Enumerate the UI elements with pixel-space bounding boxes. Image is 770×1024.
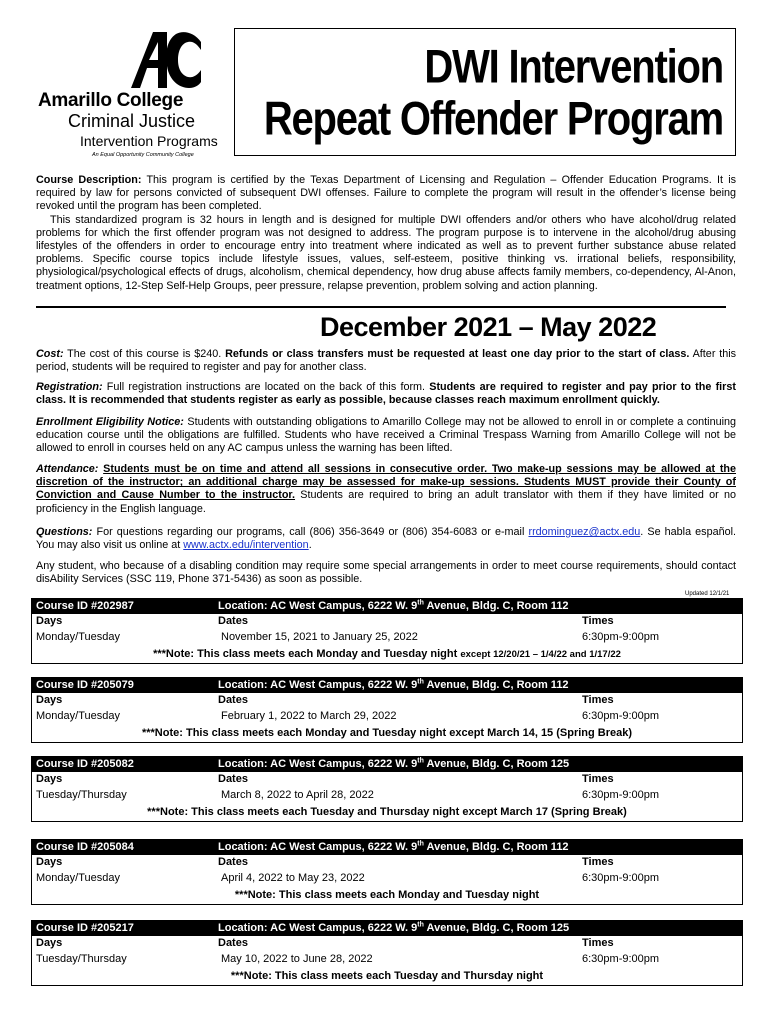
course-location-rest: Avenue, Bldg. C, Room 125 (423, 758, 570, 770)
course-note (32, 968, 742, 985)
course-dates: March 8, 2022 to April 28, 2022 (221, 789, 374, 801)
course-days: Monday/Tuesday (36, 872, 120, 884)
course-column-headers (32, 936, 742, 952)
course-table (31, 920, 743, 986)
attendance-paragraph (36, 463, 736, 516)
times-header: Times (582, 615, 614, 627)
registration-paragraph (36, 381, 736, 407)
course-days: Tuesday/Thursday (36, 953, 127, 965)
questions-paragraph (36, 526, 736, 552)
course-location-sup: th (417, 599, 424, 607)
course-location (218, 841, 569, 853)
course-id: Course ID #205217 (36, 922, 134, 934)
logo-college-name: Amarillo College (38, 90, 184, 111)
course-note-text: ***Note: This class meets each Monday and Tuesday night (153, 648, 461, 660)
course-location (218, 600, 569, 612)
questions-label: Questions: (36, 526, 93, 538)
days-header: Days (36, 615, 63, 627)
course-header-bar (32, 840, 742, 855)
cost-label: Cost: (36, 348, 64, 360)
registration-label: Registration: (36, 381, 103, 393)
course-schedule-row (32, 871, 742, 887)
times-header: Times (582, 773, 614, 785)
course-days: Tuesday/Thursday (36, 789, 127, 801)
course-note-text: ***Note: This class meets each Tuesday and Thursday night except March 17 (Spring Break) (147, 806, 627, 818)
course-header-bar (32, 757, 742, 772)
course-location-text: Location: AC West Campus, 6222 W. 9 (218, 922, 418, 934)
disability-paragraph: Any student, who because of a disabling condition may require some special arrangements in order to meet course requirements, should contact disAbility Services (SSC 119, Phone 371-5436) as soon as possible. (36, 560, 736, 586)
amarillo-college-logo (36, 26, 218, 164)
registration-notice: Students are required to register and pay prior to the first class. It is recommended that students register as early as possible, because classes reach maximum enrollment quickly. (36, 381, 736, 407)
course-dates: April 4, 2022 to May 23, 2022 (221, 872, 365, 884)
course-id: Course ID #205082 (36, 758, 134, 770)
course-times: 6:30pm-9:00pm (582, 631, 660, 643)
course-location-rest: Avenue, Bldg. C, Room 112 (423, 841, 569, 853)
course-note (32, 725, 742, 742)
course-location-text: Location: AC West Campus, 6222 W. 9 (218, 841, 418, 853)
course-schedule-row (32, 630, 742, 646)
days-header: Days (36, 937, 63, 949)
course-times: 6:30pm-9:00pm (582, 872, 660, 884)
dates-header: Dates (218, 615, 248, 627)
logo-program: Intervention Programs (80, 133, 218, 149)
course-header-bar (32, 599, 742, 614)
course-location-sup: th (417, 678, 424, 686)
course-schedule-row (32, 952, 742, 968)
course-dates: November 15, 2021 to January 25, 2022 (221, 631, 418, 643)
questions-text-2: . Se habla español. You may also visit us online at (36, 526, 737, 552)
course-column-headers (32, 614, 742, 630)
course-column-headers (32, 855, 742, 871)
attendance-label: Attendance: (36, 463, 99, 475)
course-note-text: ***Note: This class meets each Monday and Tuesday night except March 14, 15 (Spring Break) (141, 727, 633, 739)
cost-paragraph (36, 348, 736, 374)
course-location-text: Location: AC West Campus, 6222 W. 9 (218, 679, 418, 691)
course-table (31, 756, 743, 822)
course-dates: May 10, 2022 to June 28, 2022 (221, 953, 373, 965)
dates-header: Dates (218, 856, 248, 868)
logo-department: Criminal Justice (68, 111, 196, 131)
course-header-bar (32, 678, 742, 693)
dates-header: Dates (218, 694, 248, 706)
times-header: Times (582, 694, 614, 706)
description-label: Course Description: (36, 174, 142, 186)
days-header: Days (36, 856, 63, 868)
eligibility-text: Students with outstanding obligations to Amarillo College may not be allowed to enroll in or complete a continuing education course until the obligations are fulfilled. Students who have received a Criminal Trespass Warning from Amarillo College will not be allowed to enroll in courses held on any AC campus unless the warning has been lifted. (36, 416, 736, 455)
section-divider (36, 306, 726, 308)
course-note-exceptions: except 12/20/21 – 1/4/22 and 1/17/22 (460, 649, 621, 660)
course-location-rest: Avenue, Bldg. C, Room 125 (423, 922, 570, 934)
eligibility-label: Enrollment Eligibility Notice: (36, 416, 184, 428)
attendance-requirements: Students must be on time and attend all sessions in consecutive order. Two make-up sessions may be allowed at the discretion of the instructor; an additional charge may be assessed for make-up sessions. Students MUST provide their County of Conviction and Cause Number to the instructor. (36, 463, 737, 502)
cost-text: The cost of this course is $240. (63, 348, 226, 360)
questions-text-3: . (308, 539, 312, 552)
ac-logo-icon (131, 28, 203, 90)
days-header: Days (36, 694, 63, 706)
course-days: Monday/Tuesday (36, 710, 120, 722)
title-box (234, 28, 736, 156)
course-times: 6:30pm-9:00pm (582, 710, 660, 722)
course-days: Monday/Tuesday (36, 631, 120, 643)
course-times: 6:30pm-9:00pm (582, 953, 660, 965)
course-id: Course ID #205084 (36, 841, 134, 853)
course-header-bar (32, 921, 742, 936)
description-text-2: This standardized program is 32 hours in length and is designed for multiple DWI offenders and/or others who have alcohol/drug related problems for which the first offender program was not designed to address. The program purpose is to intervene in the alcohol/drug abusing lifestyles of the offenders in order to encourage entry into treatment where indicated as well as to prevent further substance abuse related problems. Specific course topics include lifestyle issues, values, self-esteem, positive thinking vs. irrational beliefs, responsibility, physiological/psychological effects of drugs, alcoholism, chemical dependency, how drug abuse affects family members, co-dependency, Al-Anon, treatment options, 12-Step Self-Help Groups, peer pressure, relapse prevention, problem solving and action planning. (36, 213, 736, 292)
course-description (36, 174, 736, 293)
title-line-2: Repeat Offender Program (263, 93, 723, 145)
course-table (31, 598, 743, 664)
course-location-sup: th (417, 921, 424, 929)
title-line-1: DWI Intervention (424, 41, 723, 93)
course-location (218, 679, 569, 691)
website-link[interactable]: www.actx.edu/intervention (183, 539, 309, 552)
course-note (32, 646, 742, 663)
course-location-rest: Avenue, Bldg. C, Room 112 (423, 600, 569, 612)
course-table (31, 839, 743, 905)
course-location (218, 758, 569, 770)
cost-text-2: After this period, students will be required to register and pay for another class. (36, 348, 736, 374)
times-header: Times (582, 937, 614, 949)
dates-header: Dates (218, 773, 248, 785)
course-location-sup: th (417, 840, 424, 848)
course-note-text: ***Note: This class meets each Monday and Tuesday night (234, 889, 540, 901)
course-times: 6:30pm-9:00pm (582, 789, 660, 801)
course-location-rest: Avenue, Bldg. C, Room 112 (423, 679, 569, 691)
description-text-1: This program is certified by the Texas Department of Licensing and Regulation – Offender Education Programs. It is required by law for persons convicted of subsequent DWI offenses. Failure to complete the program will result in the offender’s license being revoked until the program has been completed. (36, 174, 736, 213)
questions-text-1: For questions regarding our programs, call (806) 356-3649 or (806) 354-6083 or e-mail (92, 526, 529, 538)
email-link[interactable]: rrdominguez@actx.edu (528, 526, 641, 538)
cost-refund-notice: Refunds or class transfers must be requested at least one day prior to the start of class. (225, 348, 690, 360)
days-header: Days (36, 773, 63, 785)
logo-tagline: An Equal Opportunity Community College (92, 152, 194, 158)
course-note (32, 804, 742, 821)
course-location (218, 922, 569, 934)
eligibility-paragraph (36, 416, 736, 456)
course-id: Course ID #202987 (36, 600, 134, 612)
course-location-sup: th (417, 757, 424, 765)
course-location-text: Location: AC West Campus, 6222 W. 9 (218, 600, 418, 612)
updated-date: Updated 12/1/21 (685, 591, 730, 597)
term-heading: December 2021 – May 2022 (320, 312, 657, 342)
course-note (32, 887, 742, 904)
course-dates: February 1, 2022 to March 29, 2022 (221, 710, 397, 722)
course-id: Course ID #205079 (36, 679, 134, 691)
registration-text: Full registration instructions are located on the back of this form. (102, 381, 430, 393)
course-column-headers (32, 772, 742, 788)
times-header: Times (582, 856, 614, 868)
course-schedule-row (32, 709, 742, 725)
course-note-text: ***Note: This class meets each Tuesday and Thursday night (230, 970, 544, 982)
attendance-text: Students are required to bring an adult translator with them if they have limited or no proficiency in the English language. (36, 489, 736, 515)
course-schedule-row (32, 788, 742, 804)
course-table (31, 677, 743, 743)
dates-header: Dates (218, 937, 248, 949)
course-location-text: Location: AC West Campus, 6222 W. 9 (218, 758, 418, 770)
course-column-headers (32, 693, 742, 709)
